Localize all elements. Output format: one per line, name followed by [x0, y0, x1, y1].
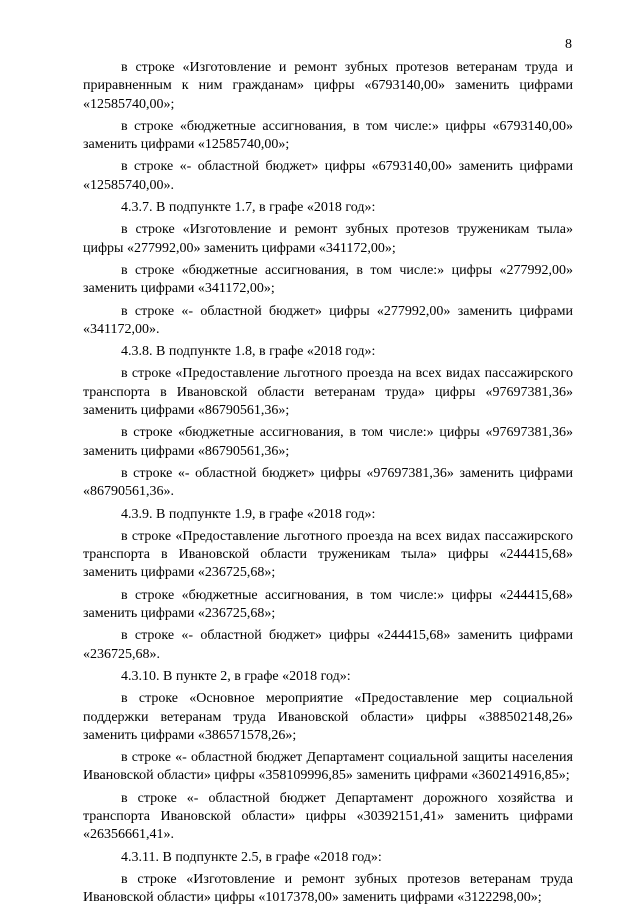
- paragraph: в строке «бюджетные ассигнования, в том числе:» цифры «6793140,00» заменить цифрами «12585740,00»;: [83, 118, 573, 153]
- paragraph: в строке «- областной бюджет» цифры «6793140,00» заменить цифрами «12585740,00».: [83, 159, 573, 193]
- document-body: [83, 59, 573, 911]
- paragraph: в строке «Изготовление и ремонт зубных протезов ветеранам труда Ивановской области» цифры «1017378,00» заменить цифрами «3122298,00»;: [83, 871, 573, 906]
- paragraph: в строке «Основное мероприятие «Предоставление мер социальной поддержки ветеранам труда Ивановской области» цифры «388502148,26» заменить цифрами «386571578,26»;: [83, 691, 573, 743]
- paragraph: в строке «- областной бюджет Департамент социальной защиты населения Ивановской области» цифры «358109996,85» заменить цифрами «360214916,85»;: [83, 750, 573, 784]
- page-number: 8: [565, 37, 572, 52]
- paragraph: в строке «бюджетные ассигнования, в том числе:» цифры «244415,68» заменить цифрами «236725,68»;: [83, 587, 573, 622]
- paragraph: в строке «Изготовление и ремонт зубных протезов труженикам тыла» цифры «277992,00» заменить цифрами «341172,00»;: [83, 222, 573, 256]
- paragraph: в строке «бюджетные ассигнования, в том числе:» цифры «277992,00» заменить цифрами «341172,00»;: [83, 262, 573, 297]
- paragraph: в строке «- областной бюджет» цифры «244415,68» заменить цифрами «236725,68».: [83, 628, 573, 662]
- paragraph: в строке «бюджетные ассигнования, в том числе:» цифры «97697381,36» заменить цифрами «86790561,36»;: [83, 425, 573, 459]
- section-heading: 4.3.11. В подпункте 2.5, в графе «2018 год»:: [121, 849, 382, 865]
- paragraph: в строке «- областной бюджет» цифры «97697381,36» заменить цифрами «86790561,36».: [83, 465, 573, 500]
- paragraph: в строке «Предоставление льготного проезда на всех видах пассажирского транспорта в Ивановской области труженикам тыла» цифры «244415,68» заменить цифрами «236725,68»;: [83, 528, 573, 581]
- paragraph: в строке «Изготовление и ремонт зубных протезов ветеранам труда и приравненным к ним гражданам» цифры «6793140,00» заменить цифрами «12585740,00»;: [83, 60, 573, 112]
- paragraph: в строке «- областной бюджет Департамент дорожного хозяйства и транспорта Ивановской области» цифры «30392151,41» заменить цифрами «26356661,41».: [83, 790, 573, 843]
- section-heading: 4.3.8. В подпункте 1.8, в графе «2018 год»:: [121, 344, 376, 360]
- section-heading: 4.3.9. В подпункте 1.9, в графе «2018 год»:: [121, 506, 376, 522]
- section-heading: 4.3.7. В подпункте 1.7, в графе «2018 год»:: [121, 200, 376, 216]
- paragraph: в строке «- областной бюджет» цифры «277992,00» заменить цифрами «341172,00».: [83, 303, 573, 337]
- section-heading: 4.3.10. В пункте 2, в графе «2018 год»:: [121, 668, 351, 684]
- paragraph: в строке «Предоставление льготного проезда на всех видах пассажирского транспорта в Ивановской области ветеранам труда» цифры «97697381,36» заменить цифрами «86790561,36»;: [83, 366, 573, 419]
